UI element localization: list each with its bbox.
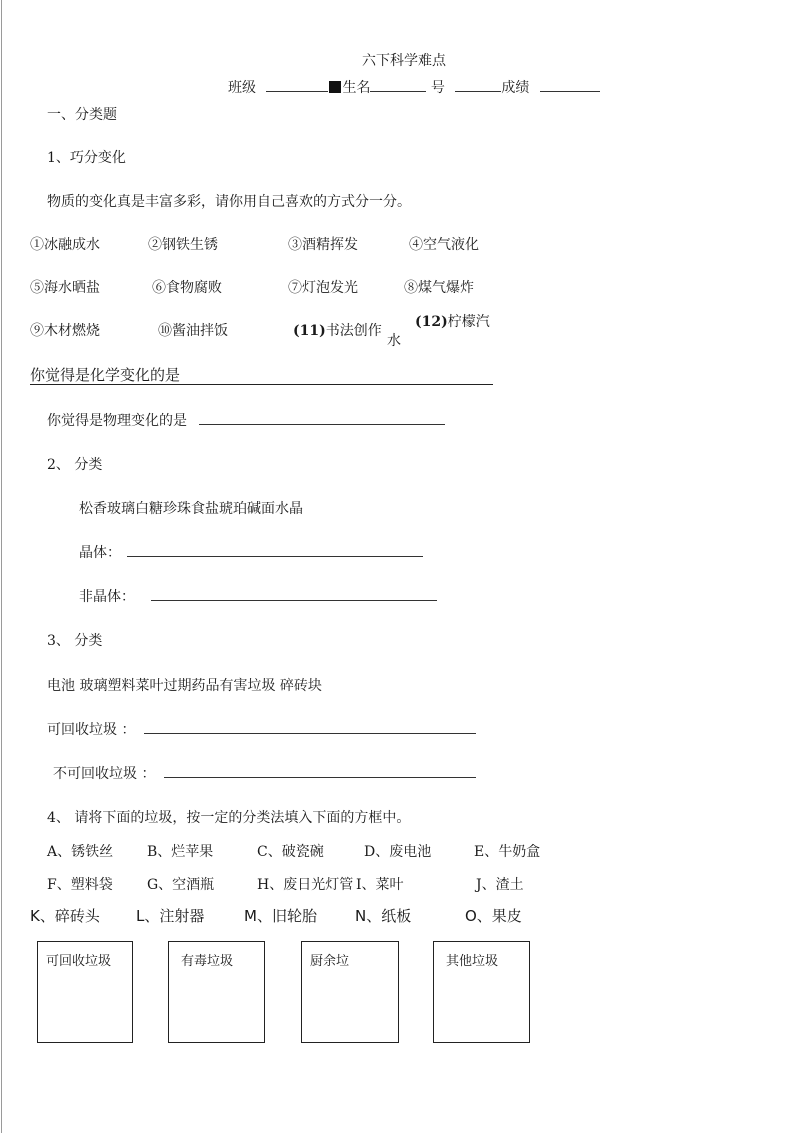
nonrecyclable-answer-line[interactable]: [164, 765, 476, 778]
q1-title: 1、巧分变化: [47, 150, 126, 166]
crystal-row: [79, 544, 423, 562]
q1-item-9: ⑨木材燃烧: [30, 323, 100, 339]
q3-title: 3、 分类: [47, 633, 103, 649]
noncrystal-label: 非晶体：: [79, 589, 135, 605]
crystal-label: 晶体：: [79, 545, 121, 561]
q1-item-11-text: 书法创作: [325, 323, 382, 339]
q1-item-11: [293, 322, 382, 340]
chemical-change-answer-line[interactable]: [30, 384, 493, 385]
name-label: 生名: [342, 80, 371, 96]
toxic-box[interactable]: [168, 941, 265, 1043]
q4-item-n: N、纸板: [355, 907, 412, 925]
q1-item-1: ①冰融成水: [30, 237, 100, 253]
q1-item-12-text: 柠檬汽: [447, 314, 490, 330]
q1-item-3: ③酒精挥发: [288, 237, 358, 253]
q4-item-i: I、菜叶: [356, 877, 404, 893]
q1-item-8: ⑧煤气爆炸: [404, 280, 474, 296]
kitchen-box[interactable]: [301, 941, 399, 1043]
nonrecyclable-row: [53, 765, 476, 783]
name-blank[interactable]: [370, 79, 426, 92]
q1-item-7: ⑦灯泡发光: [288, 280, 358, 296]
header-fields: [228, 79, 600, 97]
q4-item-m: M、旧轮胎: [244, 907, 317, 925]
recyclable-row: [47, 721, 476, 739]
noncrystal-answer-line[interactable]: [151, 588, 437, 601]
q1-item-5: ⑤海水晒盐: [30, 280, 100, 296]
redaction-square: [329, 81, 341, 93]
physical-change-label: 你觉得是物理变化的是: [47, 413, 187, 429]
recyclable-answer-line[interactable]: [144, 721, 476, 734]
q1-item-2: ②钢铁生锈: [148, 237, 218, 253]
q4-item-j: J、渣土: [476, 877, 524, 893]
q3-items: 电池 玻璃塑料菜叶过期药品有害垃圾 碎砖块: [47, 678, 322, 694]
q4-item-d: D、废电池: [364, 844, 432, 860]
class-label: 班级: [228, 80, 256, 96]
q4-item-c: C、破瓷碗: [257, 844, 324, 860]
q1-item-12-number: (12): [415, 314, 448, 330]
recyclable-box[interactable]: [37, 941, 133, 1043]
q4-item-l: L、注射器: [136, 907, 205, 925]
q4-title: 4、 请将下面的垃圾，按一定的分类法填入下面的方框中。: [47, 810, 411, 826]
noncrystal-row: [79, 588, 437, 606]
recyclable-box-label: 可回收垃圾: [46, 954, 112, 969]
q4-item-b: B、烂苹果: [147, 844, 214, 860]
q4-item-g: G、空酒瓶: [147, 877, 215, 893]
q4-item-f: F、塑料袋: [47, 877, 113, 893]
physical-change-answer-line[interactable]: [199, 412, 445, 425]
crystal-answer-line[interactable]: [127, 544, 423, 557]
chemical-change-label: 你觉得是化学变化的是: [30, 366, 181, 384]
q1-item-11-number: (11): [293, 323, 326, 339]
kitchen-box-label: 厨余垃: [310, 954, 350, 969]
q4-item-h: H、废日光灯管: [257, 877, 354, 893]
q2-title: 2、 分类: [47, 457, 103, 473]
number-blank[interactable]: [455, 79, 501, 92]
section-heading: 一、分类题: [47, 107, 117, 123]
other-box[interactable]: [433, 941, 530, 1043]
q1-item-12: [415, 313, 490, 331]
nonrecyclable-label: 不可回收垃圾 ：: [53, 766, 156, 782]
number-label: 号: [430, 80, 445, 96]
toxic-box-label: 有毒垃圾: [181, 954, 234, 969]
q1-item-12-continued: 水: [387, 333, 401, 349]
q4-item-o: O、果皮: [465, 907, 522, 925]
q2-items: 松香玻璃白糖珍珠食盐琥珀碱面水晶: [79, 501, 303, 517]
recyclable-label: 可回收垃圾 ：: [47, 722, 136, 738]
q4-item-e: E、牛奶盒: [474, 844, 541, 860]
page-title: 六下科学难点: [362, 53, 446, 69]
q1-item-10: ⑩酱油拌饭: [158, 323, 228, 339]
physical-change-row: [47, 412, 445, 430]
page-left-border: [1, 0, 2, 1133]
q1-item-6: ⑥食物腐败: [152, 280, 222, 296]
class-blank[interactable]: [266, 79, 328, 92]
score-blank[interactable]: [540, 79, 600, 92]
other-box-label: 其他垃圾: [446, 954, 499, 969]
q4-item-k: K、碎砖头: [30, 907, 100, 925]
score-label: 成绩: [501, 80, 530, 96]
q1-prompt: 物质的变化真是丰富多彩，请你用自己喜欢的方式分一分。: [47, 194, 411, 210]
q4-item-a: A、锈铁丝: [47, 844, 114, 860]
q1-item-4: ④空气液化: [409, 237, 479, 253]
